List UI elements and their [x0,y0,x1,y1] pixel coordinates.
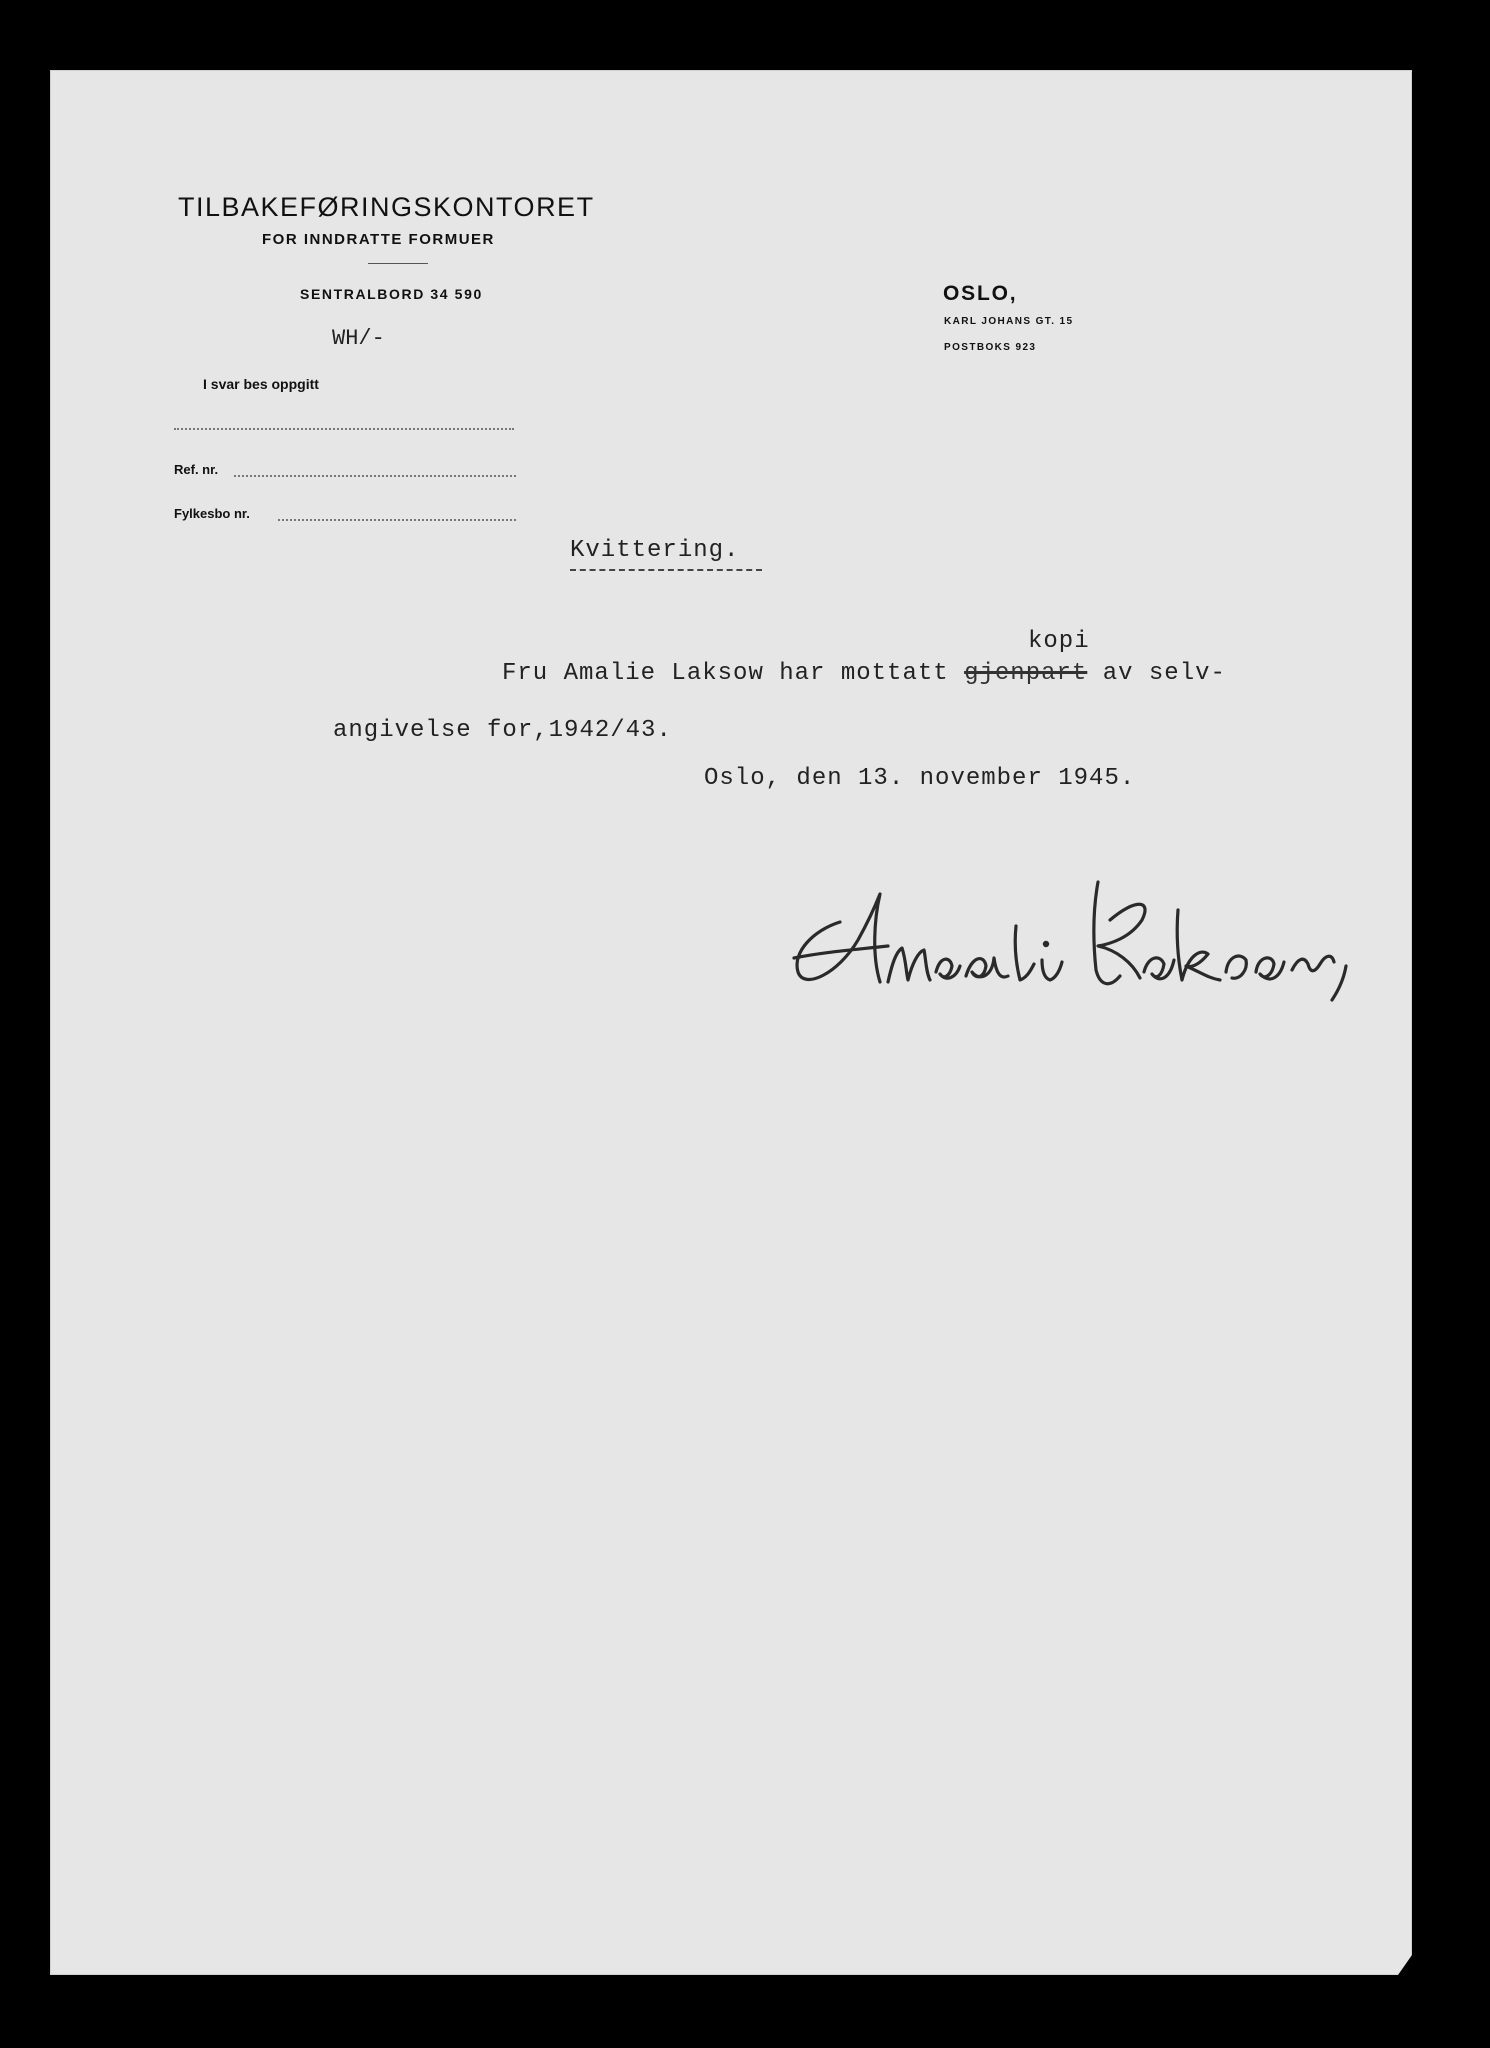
county-field-line [278,519,516,521]
po-box: POSTBOKS 923 [944,342,1037,353]
heading-underline [570,569,762,571]
document-page [50,70,1412,1975]
ref-field-line [234,475,516,477]
reply-note: I svar bes oppgitt [203,376,319,392]
reference-initials: WH/- [332,326,385,351]
letter-heading: Kvittering. [570,537,740,564]
organization-subtitle: FOR INNDRATTE FORMUER [262,231,495,248]
street-address: KARL JOHANS GT. 15 [944,316,1074,327]
city: OSLO, [943,282,1018,305]
body-line-2: angivelse for,1942/43. [333,717,672,744]
letterhead-divider [368,263,428,264]
ref-label: Ref. nr. [174,462,219,477]
organization-name: TILBAKEFØRINGSKONTORET [178,192,595,222]
body-line-1-prefix: Fru Amalie Laksow har mottatt [502,660,965,687]
body-line-1-suffix: av selv- [1087,660,1226,687]
struck-word: gjenpart [964,660,1088,687]
reply-field-line [174,428,514,430]
date-line: Oslo, den 13. november 1945. [704,765,1136,792]
switchboard-number: SENTRALBORD 34 590 [300,286,483,302]
body-line-1 [502,660,1226,687]
insertion-text: kopi [1028,628,1090,655]
handwritten-signature [780,860,1410,1010]
county-label: Fylkesbo nr. [174,506,250,521]
